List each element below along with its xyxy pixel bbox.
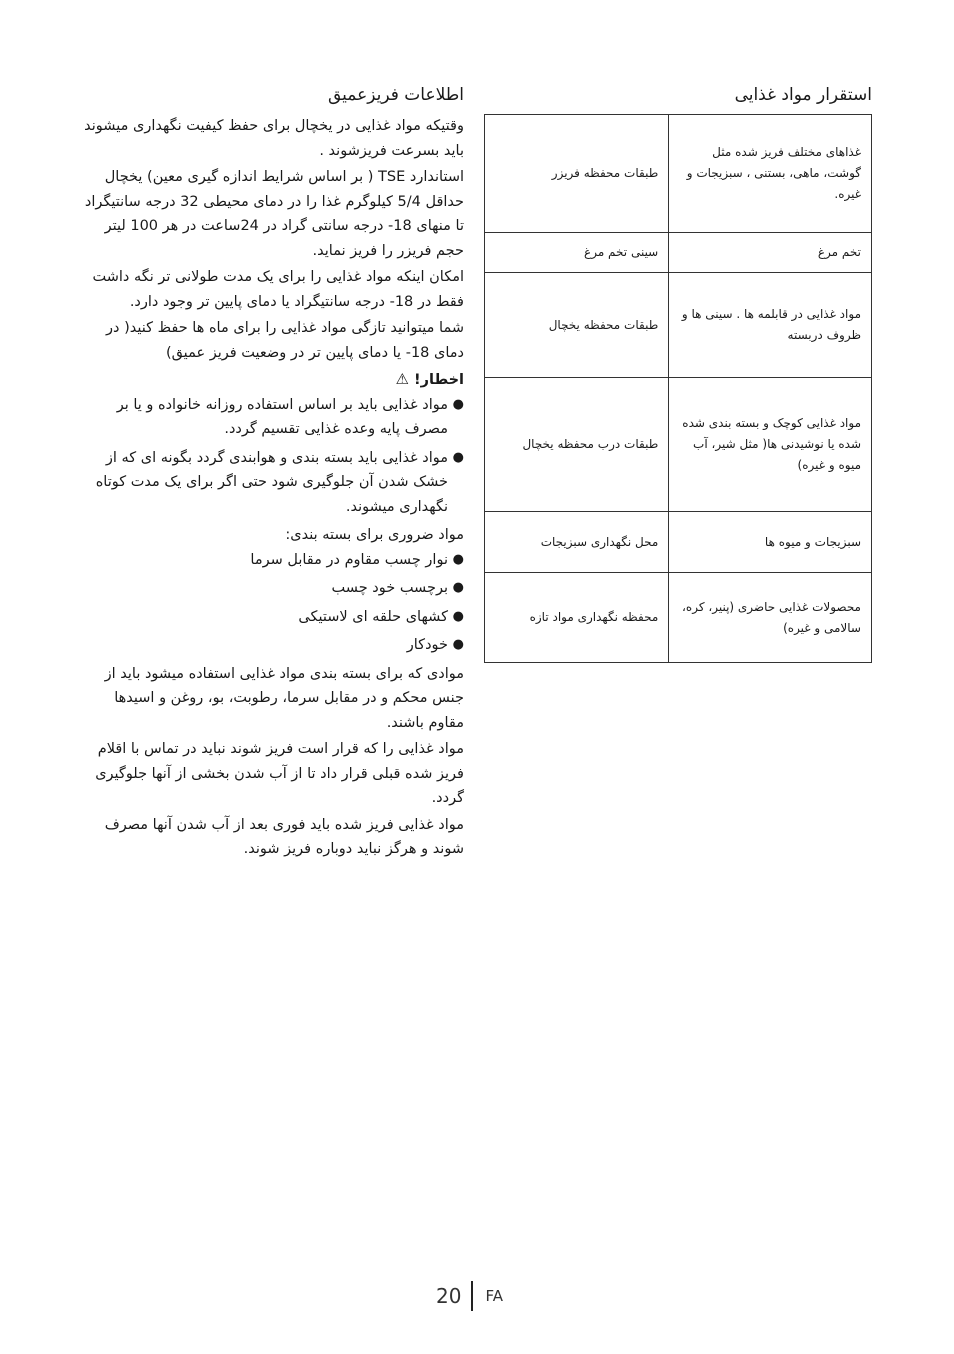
food-cell: سبزیجات و میوه ها [669,512,872,573]
page-footer [436,1280,503,1312]
paragraph: مواد غذایی را که قرار است فریز شوند نباید در تماس با اقلام فریز شده قبلی قرار داد تا از آب شدن بخشی از آنها جلوگیری گردد. [95,741,464,806]
paragraph: شما میتوانید تازگی مواد غذایی را برای ماه ها حفظ کنید( در دمای 18- یا دمای پایین تر در وضعیت فریز عمیق) [106,320,464,361]
place-cell: محفظه نگهداری مواد تازه [485,573,669,663]
place-cell: طبقات درب محفظه یخچال [485,378,669,512]
food-cell: محصولات غذایی حاضری (پنیر، کره، سالامی و غیره) [669,573,872,663]
materials-list [80,548,464,658]
food-cell: مواد غذایی کوچک و بسته بندی شده شده یا نوشیدنی ها( مثل شیر، آب میوه و غیره) [669,378,872,512]
list-item: ● برچسب خود چسب [80,576,464,601]
paragraph: موادی که برای بسته بندی مواد غذایی استفاده میشود باید از جنس محکم و در مقابل سرما، رطوبت، بو، روغن و اسیدها مقاوم باشند. [104,665,464,731]
warning-list [80,393,464,520]
warning-triangle-icon: ⚠ [395,370,409,388]
table-row [485,233,872,273]
paragraph: امکان اینکه مواد غذایی را برای یک مدت طولانی تر نگه داشت فقط در 18- درجه سانتیگراد یا دمای پایین تر وجود دارد. [92,269,464,310]
food-cell: تخم مرغ [669,233,872,273]
list-item: ● مواد غذایی باید بسته بندی و هوابندی گردد بگونه ای که از خشک شدن آن جلوگیری شود حتی اگر برای یک مدت کوتاه نگهداری میشوند. [80,446,464,520]
food-placement-table [484,114,872,663]
place-cell: محل نگهداری سبزیجات [485,512,669,573]
table-row [485,378,872,512]
list-item: ● کشهای حلقه ای لاستیکی [80,605,464,630]
list-item: ● مواد غذایی باید بر اساس استفاده روزانه خانواده و یا بر مصرف پایه وعده غذایی تقسیم گردد. [80,393,464,442]
place-cell: طبقات محفظه یخچال [485,273,669,378]
table-row [485,573,872,663]
bullet-icon: ● [452,396,464,412]
freezing-info-section [80,82,464,862]
bullet-icon: ● [452,637,464,652]
language-code: FA [485,1287,503,1305]
bullet-icon: ● [452,449,464,465]
bullet-icon: ● [452,551,464,567]
warning-heading [80,367,464,393]
materials-intro: مواد ضروری برای بسته بندی: [285,527,464,543]
paragraph: وقتیکه مواد غذایی در یخچال برای حفظ کیفیت نگهداری میشوند باید بسرعت فریزشوند . [84,118,464,159]
food-cell: غذاهای مختلف فریز شده مثل گوشت، ماهی، بستنی ، سبزیجات و غیره. [669,115,872,233]
warning-label: اخطار! [414,372,464,388]
food-placement-section [484,82,872,663]
table-row [485,512,872,573]
food-placement-title: استقرار مواد غذایی [734,85,872,105]
list-item: ● خودکار [80,633,464,658]
paragraph: مواد غذایی فریز شده باید فوری بعد از آب شدن آنها مصرف شوند و هرگز نباید دوباره فریز شوند. [104,816,464,857]
table-row [485,115,872,233]
list-item: ● نوار چسب مقاوم در مقابل سرما [80,548,464,573]
footer-divider [471,1281,473,1311]
table-row [485,273,872,378]
paragraph: استاندارد TSE ( بر اساس شرایط اندازه گیری معین) یخچال حداقل 5/4 کیلوگرم غذا را در دمای محیطی 32 درجه سانتیگراد تا منهای 18- درجه سانتی گراد در 24ساعت در هر 100 لیتر حجم فریزر را فریز نماید. [84,169,464,259]
bullet-icon: ● [452,608,464,624]
place-cell: طبقات محفظه فریزر [485,115,669,233]
place-cell: سینی تخم مرغ [485,233,669,273]
food-cell: مواد غذایی در قابلمه ها . سینی ها و ظروف دربسته [669,273,872,378]
freezing-info-title: اطلاعات فریزعمیق [327,85,464,105]
bullet-icon: ● [452,580,464,595]
page-number: 20 [436,1284,462,1308]
